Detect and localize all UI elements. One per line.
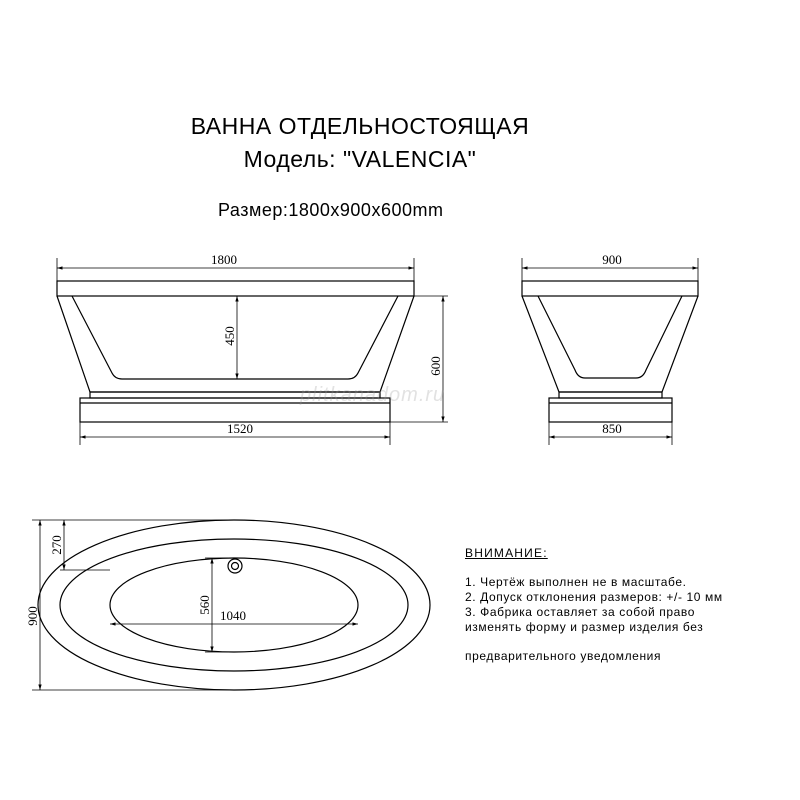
dim-label-1040: 1040 [220,608,246,623]
watermark: plitkanadom.ru [300,384,446,406]
dim-label-900-front: 900 [602,252,622,267]
dim-label-1800: 1800 [211,252,237,267]
front-inner-basin [538,296,682,378]
note-item-3: 3. Фабрика оставляет за собой право [465,605,695,619]
drawing-title: ВАННА ОТДЕЛЬНОСТОЯЩАЯ [190,113,530,139]
side-rim [57,281,414,296]
model-name: Модель: "VALENCIA" [243,146,477,172]
plan-inner-basin [110,558,358,652]
note-item-3-cont: изменять форму и размер изделия без [465,620,704,634]
dim-label-850: 850 [602,421,622,436]
note-item-2: 2. Допуск отклонения размеров: +/- 10 мм [465,590,723,604]
dim-label-560: 560 [197,595,212,615]
front-rim [522,281,698,296]
dim-label-600: 600 [428,356,443,376]
note-item-1: 1. Чертёж выполнен не в масштабе. [465,575,687,589]
dim-label-270: 270 [49,535,64,555]
drain-inner [232,563,239,570]
plan-view [32,520,430,690]
front-plinth [549,398,672,422]
overall-size: Размер:1800x900x600mm [218,200,444,220]
front-view [522,258,698,445]
dim-label-1520: 1520 [227,421,253,436]
notes-heading: ВНИМАНИЕ: [465,546,548,560]
plan-outer-rim [38,520,430,690]
note-item-3-end: предварительного уведомления [465,649,662,663]
side-view [57,258,448,445]
dim-label-900-plan: 900 [25,606,40,626]
dim-label-450: 450 [222,326,237,346]
drain-outer [228,559,242,573]
front-plinth-top [559,392,662,398]
notes-block [465,546,723,664]
